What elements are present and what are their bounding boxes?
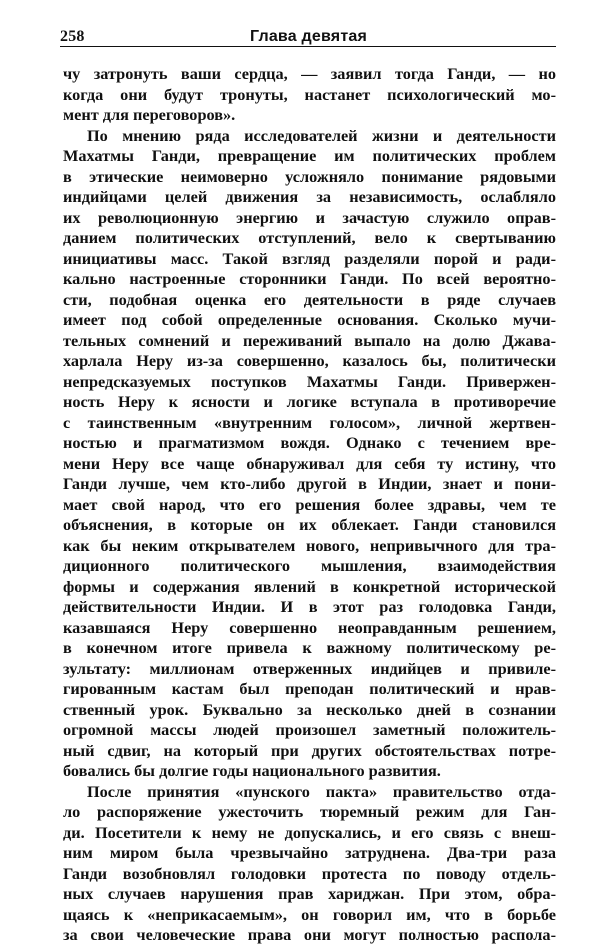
- text-line: гированным кастам был преподан политический и нрав-: [63, 679, 556, 698]
- paragraph-p2: [63, 126, 556, 782]
- text-line: бовались бы долгие годы национального развития.: [63, 761, 441, 780]
- text-line: ностью и прагматизмом вождя. Однако с течением вре-: [63, 433, 556, 452]
- text-line: формы и содержания явлений в конкретной исторической: [63, 576, 556, 596]
- text-line: мент для переговоров».: [63, 105, 236, 124]
- text-line: щаясь к «неприкасаемым», он говорил им, что в борьбе: [63, 904, 556, 924]
- text-line: зультату: миллионам отверженных индийцев и привиле-: [63, 658, 556, 678]
- body-text: [63, 64, 556, 946]
- running-head: [60, 20, 556, 47]
- text-line: чу затронуть ваши сердца, — заявил тогда Ганди, — но: [63, 64, 556, 83]
- text-line: харлала Неру из-за совершенно, казалось бы, политически: [63, 351, 556, 370]
- text-line: Ганди лучше, чем кто-либо другой в Индии, знает и пони-: [63, 474, 556, 493]
- text-line: огромной массы людей произошел заметный положитель-: [63, 720, 556, 739]
- text-line: как бы неким открывателем нового, непривычного для тра-: [63, 535, 556, 555]
- paragraph-p1: [63, 64, 556, 126]
- text-line: После принятия «пунского пакта» правительство отда-: [87, 781, 556, 801]
- text-line: казавшаяся Неру совершенно неоправданным решением,: [63, 617, 556, 637]
- text-line: мени Неру все чаще обнаруживал для себя ту истину, что: [63, 453, 556, 473]
- text-line: мает свой народ, что его решения более здравы, чем те: [63, 494, 556, 514]
- text-line: диционного политического мышления, взаимодействия: [63, 556, 556, 575]
- text-line: тельных сомнений и переживаний выпало на долю Джава-: [63, 330, 556, 350]
- text-line: за свои человеческие права они могут полностью распола-: [63, 925, 556, 944]
- text-line: По мнению ряда исследователей жизни и деятельности: [87, 125, 556, 145]
- text-line: кально настроенные сторонники Ганди. По всей вероятно-: [63, 269, 556, 288]
- text-line: имеет под собой определенные основания. Сколько мучи-: [63, 310, 556, 329]
- text-line: когда они будут тронуты, настанет психологический мо-: [63, 84, 556, 104]
- text-line: действительности Индии. И в этот раз голодовка Ганди,: [63, 597, 556, 616]
- text-line: в конечном итоге привела к важному политическому ре-: [63, 638, 556, 657]
- text-line: ственный урок. Буквально за несколько дней в сознании: [63, 699, 556, 719]
- text-line: сти, подобная оценка его деятельности в ряде случаев: [63, 289, 556, 309]
- text-line: инициативы масс. Такой взгляд разделяли порой и ради-: [63, 248, 556, 268]
- text-line: ло распоряжение ужесточить тюремный режим для Ган-: [63, 802, 556, 821]
- text-line: ных случаев нарушения прав хариджан. При этом, обра-: [63, 884, 556, 903]
- paragraph-p3: [63, 782, 556, 946]
- text-line: непредсказуемых поступков Махатмы Ганди. Привержен-: [63, 371, 556, 391]
- text-line: индийцами целей движения за независимость, ослабляло: [63, 187, 556, 206]
- paragraphs: [63, 64, 556, 946]
- chapter-title: Глава девятая: [250, 28, 367, 45]
- text-line: с таинственным «внутренним голосом», личной жертвен-: [63, 412, 556, 432]
- text-line: ди. Посетители к нему не допускались, и его связь с внеш-: [63, 822, 556, 842]
- text-line: Ганди возобновлял голодовки протеста по поводу отдель-: [63, 863, 556, 883]
- text-line: ный сдвиг, на который при других обстоятельствах потре-: [63, 740, 556, 760]
- text-line: объяснения, в которые он их облекает. Ганди становился: [63, 515, 556, 534]
- text-line: данием политических отступлений, вело к свертыванию: [63, 228, 556, 247]
- page-number: 258: [60, 28, 85, 45]
- text-line: Махатмы Ганди, превращение им политических проблем: [63, 146, 556, 165]
- text-line: ность Неру к ясности и логике вступала в противоречие: [63, 392, 556, 411]
- text-line: в этические неимоверно усложняло понимание рядовыми: [63, 166, 556, 186]
- text-line: ним миром была чрезвычайно затруднена. Два-три раза: [63, 843, 556, 862]
- text-line: их революционную энергию и зачастую служило оправ-: [63, 207, 556, 227]
